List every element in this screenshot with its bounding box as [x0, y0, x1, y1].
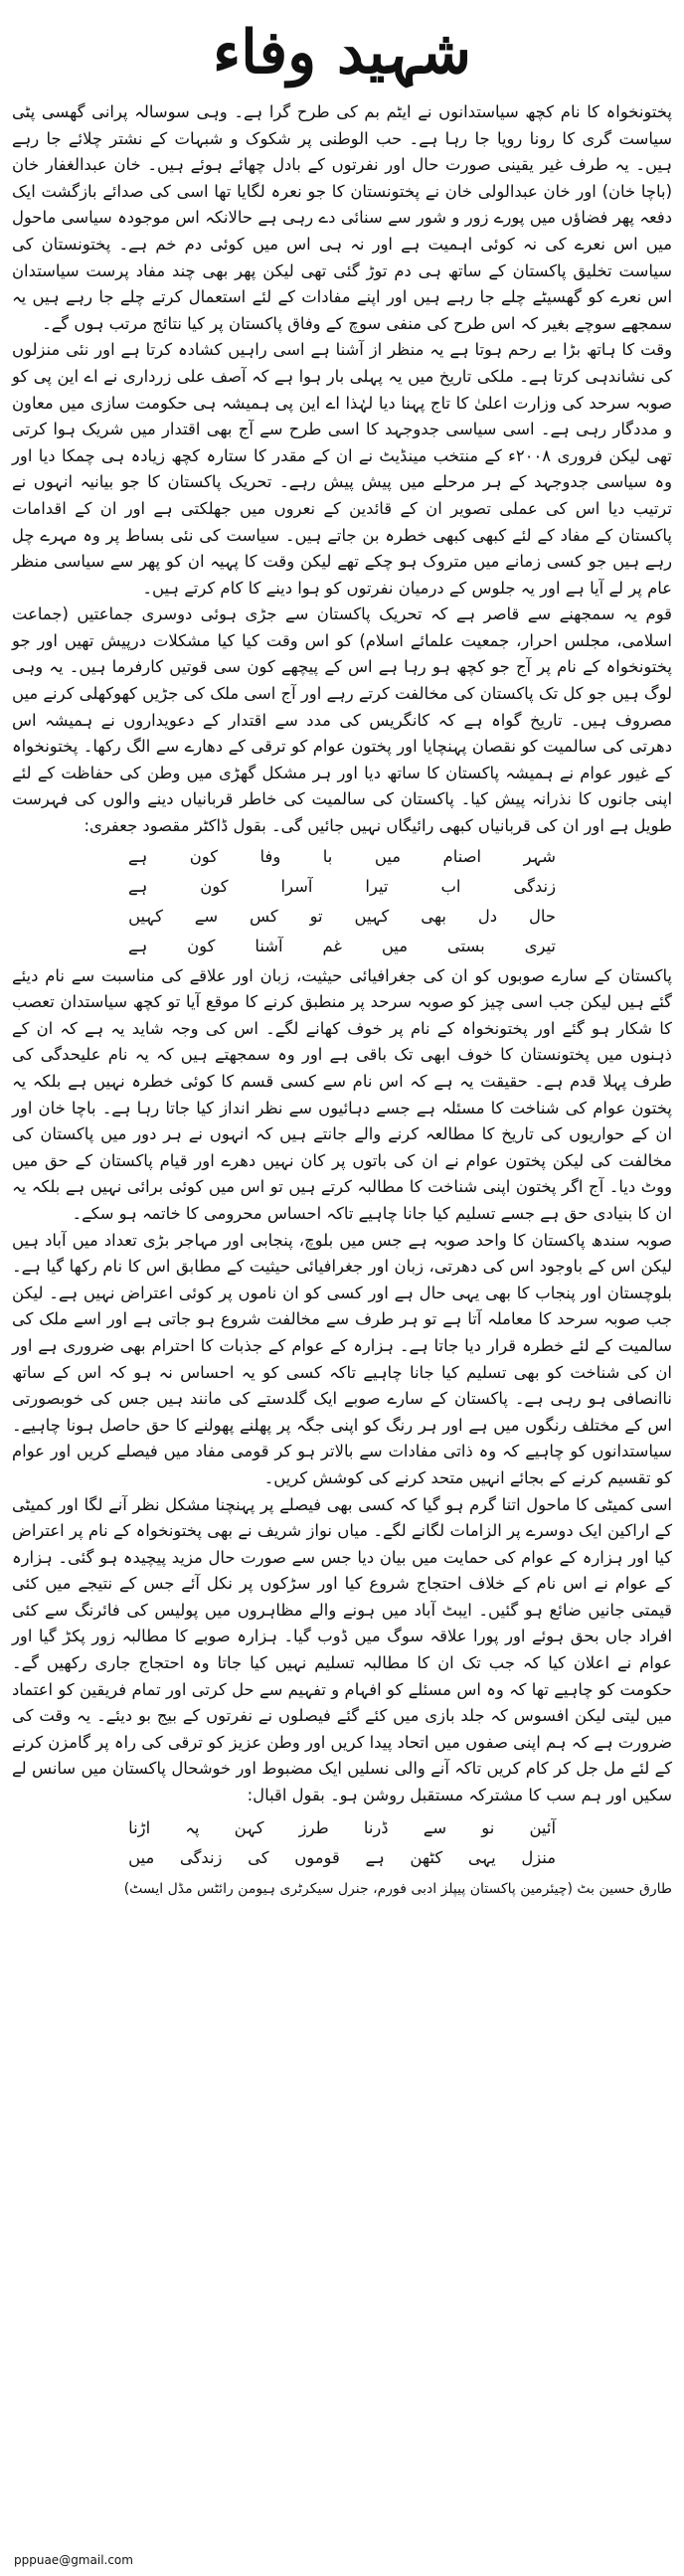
verse-word: بستی	[446, 936, 485, 955]
verse-word: تیری	[524, 936, 556, 955]
verse-word: اڑنا	[128, 1817, 151, 1837]
verse-word: میں	[128, 1847, 155, 1867]
verse-word: کی	[248, 1847, 269, 1867]
verse-line	[128, 872, 556, 902]
verse-word: ہے	[128, 876, 148, 896]
paragraph: قوم یہ سمجھنے سے قاصر ہے کہ تحریک پاکستان سے جڑی ہوئی دوسری جماعتیں (جماعت اسلامی، مجلس احرار، جمعیت علمائے اسلام) کو اس وقت کیا کیا مشکلات درپیش تھیں اور جو پختونخواہ کے نام پر آج جو کچھ ہو رہا ہے اس کے پیچھے کون سی قوتیں کارفرما ہیں۔ یہ وہی لوگ ہیں جو کل تک پاکستان کی مخالفت کرتے رہے اور آج اسی ملک کی جڑیں کھوکھلی کرنے میں مصروف ہیں۔ تاریخ گواہ ہے کہ کانگریس کی مدد سے اقتدار کے دعویداروں نے ہمیشہ اس دھرتی کی سالمیت کو نقصان پہنچایا اور پختون عوام کو ترقی کے دھارے سے الگ رکھا۔ پختونخواہ کے غیور عوام نے ہمیشہ پاکستان کا ساتھ دیا اور ہر مشکل گھڑی میں وطن کی حفاظت کے لئے اپنی جانوں کا نذرانہ پیش کیا۔ پاکستان کی سالمیت کی خاطر قربانیاں دینے والوں کی فہرست طویل ہے اور ان کی قربانیاں کبھی رائیگاں نہیں جائیں گی۔ بقول ڈاکٹر مقصود جعفری:	[12, 604, 672, 836]
verse-line	[128, 842, 556, 872]
verse-word: اب	[440, 876, 461, 896]
verse-word: طرز	[298, 1817, 329, 1837]
verse-line	[128, 1843, 556, 1873]
verse-word: شہر	[523, 846, 556, 866]
author-email: pppuae@gmail.com	[14, 2553, 133, 2567]
paragraph: اسی کمیٹی کا ماحول اتنا گرم ہو گیا کہ کسی بھی فیصلے پر پہنچنا مشکل نظر آنے لگا اور کمیٹی کے اراکین ایک دوسرے پر الزامات لگانے لگے۔ میاں نواز شریف نے بھی پختونخواہ کے نام پر اعتراض کیا اور ہزارہ کے عوام کی حمایت میں بیان دیا جس سے صورت حال مزید پیچیدہ ہو گئی۔ ہزارہ کے عوام نے اس نام کے خلاف احتجاج شروع کیا اور سڑکوں پر نکل آئے جس کے نتیجے میں کئی قیمتی جانیں ضائع ہو گئیں۔ ایبٹ آباد میں ہونے والے مظاہروں میں پولیس کی فائرنگ سے کئی افراد جاں بحق ہوئے اور پورا علاقہ سوگ میں ڈوب گیا۔ ہزارہ صوبے کا مطالبہ زور پکڑ گیا اور عوام نے اعلان کیا کہ جب تک ان کا مطالبہ تسلیم نہیں کیا جاتا وہ احتجاج جاری رکھیں گے۔ حکومت کو چاہیے تھا کہ وہ اس مسئلے کو افہام و تفہیم سے حل کرتی اور تمام فریقین کو اعتماد میں لیتی لیکن افسوس کہ جلد بازی میں کئے گئے فیصلوں نے نفرتوں کے بیج بو دیئے۔ یہ وقت کی ضرورت ہے کہ ہم اپنی صفوں میں اتحاد پیدا کریں اور وطن عزیز کو ترقی کی راہ پر گامزن کرنے کے لئے مل جل کر کام کریں تاکہ آنے والی نسلیں ایک مضبوط اور خوشحال پاکستان میں سانس لے سکیں اور ہم سب کا مشترکہ مستقبل روشن ہو۔ بقول اقبال:	[12, 1494, 672, 1805]
verse-block-jafri	[12, 842, 672, 961]
verse-word: کٹھن	[410, 1847, 443, 1867]
verse-word: منزل	[521, 1847, 556, 1867]
verse-word: با	[322, 846, 333, 866]
verse-word: ڈرنا	[363, 1817, 389, 1837]
headline: شہید وفاء	[212, 18, 472, 87]
paragraph: وقت کا ہاتھ بڑا بے رحم ہوتا ہے یہ منظر از آشنا ہے اسی راہیں کشادہ کرتا ہے اور نئی منزلوں کی نشاندہی کرتا ہے۔ ملکی تاریخ میں یہ پہلی بار ہوا ہے کہ آصف علی زرداری نے اے این پی کو صوبہ سرحد کی وزارت اعلیٰ کا تاج پہنا دیا لہٰذا اے این پی ہمیشہ ہی حکومت سازی میں معاون و مددگار رہی ہے۔ اسی سیاسی جدوجہد کا اسی طرح سے آج بھی اقتدار میں شریک ہوا کرتی تھی لیکن فروری ۲۰۰۸ء کے منتخب مینڈیٹ نے ان کے مقدر کا ستارہ کچھ زیادہ ہی چمکا دیا اور وہ سیاسی جدوجہد کے ہر مرحلے میں پیش پیش رہے۔ تحریک پاکستان کا جو بیانیہ انہوں نے ترتیب دیا اس کی عملی تصویر ان کے قائدین کے نعروں میں جھلکتی ہے اور ان کے اقدامات پاکستان کے مفاد کے لئے کبھی کبھی خطرہ بن جاتے ہیں۔ سیاست کی نئی بساط پر وہ مہرے چل رہے ہیں جو کسی زمانے میں متروک ہو چکے تھے لیکن وقت کا پہیہ ان کو پھر سے سیاسی منظر عام پر لے آیا ہے اور یہ جلوس کے درمیان نفرتوں کو ہوا دینے کا کام کرتے ہیں۔	[12, 340, 672, 598]
verse-line	[128, 1813, 556, 1843]
verse-word: وفا	[259, 846, 281, 866]
verse-word: دل	[477, 906, 498, 926]
verse-line	[128, 902, 556, 932]
verse-word: زندگی	[513, 876, 556, 896]
author-byline: طارق حسین بٹ (چیئرمین پاکستان پیپلز ادبی فورم، جنرل سیکرٹری ہیومن رائٹس مڈل ایسٹ)	[123, 1880, 672, 1897]
verse-word: کہن	[234, 1817, 264, 1837]
article-body-part-two	[12, 963, 672, 1809]
verse-word: میں	[374, 846, 402, 866]
verse-word: کس	[250, 906, 278, 926]
verse-word: آشنا	[255, 936, 283, 955]
verse-word: سے	[423, 1817, 447, 1837]
paragraph: صوبہ سندھ پاکستان کا واحد صوبہ ہے جس میں بلوچ، پنجابی اور مہاجر بڑی تعداد میں آباد ہیں لیکن اس کے باوجود اس کی دھرتی، زبان اور جغرافیائی حیثیت کے مطابق اس کا نام رکھا گیا ہے۔ بلوچستان اور پنجاب کا بھی یہی حال ہے اور کسی کو ان ناموں پر کوئی اعتراض نہیں ہے۔ لیکن جب صوبہ سرحد کا معاملہ آتا ہے تو ہر طرف سے مخالفت شروع ہو جاتی ہے اور اسے ملک کی سالمیت کے لئے خطرہ قرار دیا جاتا ہے۔ ہزارہ کے عوام کے جذبات کا احترام بھی ضروری ہے اور ان کی شناخت کو بھی تسلیم کیا جانا چاہیے تاکہ کسی کو یہ احساس نہ ہو کہ اس کے ساتھ ناانصافی ہو رہی ہے۔ پاکستان کے سارے صوبے ایک گلدستے کی مانند ہیں جس کی خوبصورتی اس کے مختلف رنگوں میں ہے اور ہر رنگ کو اپنی جگہ پر پھلنے پھولنے کا حق حاصل ہونا چاہیے۔ سیاستدانوں کو چاہیے کہ وہ ذاتی مفادات سے بالاتر ہو کر قومی مفاد میں فیصلے کریں اور عوام کو تقسیم کرنے کے بجائے انہیں متحد کرنے کی کوشش کریں۔	[12, 1230, 672, 1487]
verse-word: زندگی	[179, 1847, 223, 1867]
verse-word: ہے	[128, 936, 148, 955]
verse-word: تیرا	[365, 876, 389, 896]
verse-word: بھی	[421, 906, 446, 926]
verse-word: میں	[381, 936, 409, 955]
verse-word: یہی	[467, 1847, 496, 1867]
verse-word: ہے	[128, 846, 148, 866]
verse-word: غم	[322, 936, 342, 955]
verse-word: کون	[200, 876, 229, 896]
verse-word: ہے	[365, 1847, 385, 1867]
paragraph: پاکستان کے سارے صوبوں کو ان کی جغرافیائی حیثیت، زبان اور علاقے کی مناسبت سے نام دیئے گئے ہیں لیکن جب اسی چیز کو صوبہ سرحد پر منطبق کرنے کا موقع آیا تو کچھ سیاستدان تعصب کا شکار ہو گئے اور پختونخواہ کے نام پر خوف کھانے لگے۔ اس کی وجہ شاید یہ ہے کہ ان کے ذہنوں میں پختونستان کا خوف ابھی تک باقی ہے اور وہ سمجھتے ہیں کہ یہ نام علیحدگی کی طرف پہلا قدم ہے۔ حقیقت یہ ہے کہ اس نام سے کسی قسم کا کوئی خطرہ نہیں ہے بلکہ یہ پختون عوام کی شناخت کا مسئلہ ہے جسے دہائیوں سے نظر انداز کیا جاتا رہا ہے۔ باچا خان اور ان کے حواریوں کی تاریخ کا مطالعہ کرنے والے جانتے ہیں کہ انہوں نے ہر دور میں پاکستان کی مخالفت کی لیکن پختون عوام نے ان کی باتوں پر کان نہیں دھرے اور قیام پاکستان کے حق میں ووٹ دیا۔ آج اگر پختون اپنی شناخت کا مطالبہ کرتے ہیں تو اس میں کوئی برائی نہیں ہے بلکہ یہ ان کا بنیادی حق ہے جسے تسلیم کیا جانا چاہیے تاکہ احساس محرومی کا خاتمہ ہو سکے۔	[12, 965, 672, 1223]
verse-word: کہیں	[354, 906, 390, 926]
verse-word: تو	[309, 906, 323, 926]
verse-block-iqbal	[12, 1813, 672, 1873]
verse-word: پہ	[185, 1817, 200, 1837]
article-body-part-one	[12, 99, 672, 840]
verse-word: نو	[481, 1817, 495, 1837]
verse-word: اصنام	[442, 846, 482, 866]
verse-word: قوموں	[294, 1847, 340, 1867]
verse-word: کہیں	[128, 906, 163, 926]
paragraph: پختونخواہ کا نام کچھ سیاستدانوں نے ایٹم بم کی طرح گرا ہے۔ وہی سوسالہ پرانی گھسی پٹی سیاست گری کا رونا رویا جا رہا ہے۔ حب الوطنی پر شکوک و شبہات کے نشتر چلائے جا رہے ہیں۔ یہ طرف غیر یقینی صورت حال اور نفرتوں کے بادل چھائے ہوئے ہیں۔ خان عبدالغفار خان (باچا خان) اور خان عبدالولی خان نے پختونستان کا جو نعرہ لگایا تھا اسی کی صدائے بازگشت ایک دفعہ پھر فضاؤں میں پورے زور و شور سے سنائی دے رہی ہے حالانکہ اس موجودہ سیاسی ماحول میں اس نعرے کی نہ کوئی اہمیت ہے اور نہ ہی اس میں کوئی دم خم ہے۔ پختونستان کی سیاست تخلیق پاکستان کے ساتھ ہی دم توڑ گئی تھی لیکن پھر بھی چند مفاد پرست سیاستدان اس نعرے کو گھسیٹے چلے جا رہے ہیں اور اپنے مفادات کے لئے استعمال کرتے چلے جا رہے ہیں یہ سمجھے سوچے بغیر کہ اس طرح کی منفی سوچ کے وفاق پاکستان پر کیا نتائج مرتب ہوں گے۔	[12, 102, 672, 333]
verse-word: آسرا	[280, 876, 313, 896]
verse-word: کون	[189, 846, 219, 866]
verse-word: حال	[528, 906, 556, 926]
verse-word: سے	[194, 906, 219, 926]
verse-word: کون	[187, 936, 216, 955]
verse-line	[128, 932, 556, 961]
verse-word: آئین	[529, 1817, 556, 1837]
